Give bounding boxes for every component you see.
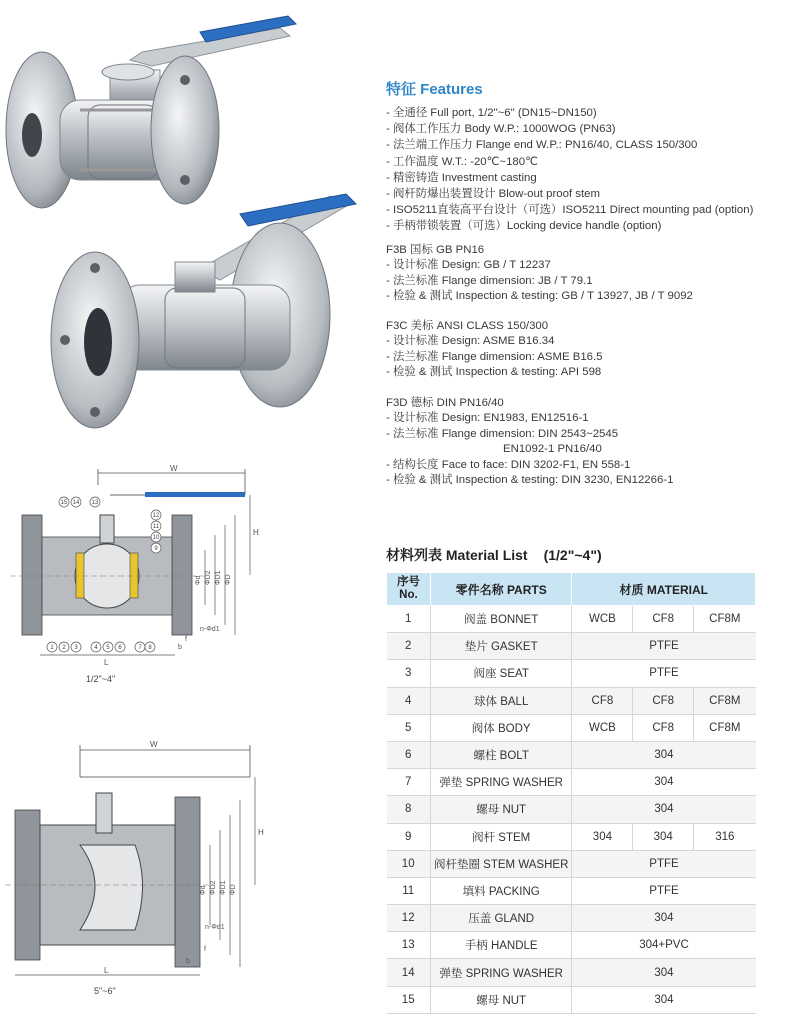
material-table-header — [387, 573, 756, 606]
material-row — [387, 959, 756, 986]
material-row-part: 压盖 GLAND — [430, 905, 572, 932]
material-list-heading: 材料列表 Material List — [386, 547, 528, 563]
material-row-part: 螺母 NUT — [430, 796, 572, 823]
material-row — [387, 796, 756, 823]
dim-f: f — [185, 636, 187, 643]
dim-b-2: b — [186, 958, 190, 965]
material-row-no: 12 — [387, 905, 431, 932]
material-row-part: 球体 BALL — [430, 687, 572, 714]
feature-item: - 手柄带锁装置（可选）Locking device handle (option) — [386, 218, 796, 234]
feature-item: - 精密铸造 Investment casting — [386, 170, 796, 186]
dim-h-2: H — [258, 828, 264, 837]
dim-h: H — [253, 528, 259, 537]
material-row — [387, 877, 756, 904]
dim-d2: ΦD2 — [205, 570, 212, 585]
features-list — [386, 105, 796, 235]
standard-f3b — [386, 242, 796, 305]
material-row-part: 填料 PACKING — [430, 877, 572, 904]
material-row-material: 304 — [572, 741, 756, 768]
standard-item: - 检验 & 测试 Inspection & testing: GB / T 13927, JB / T 9092 — [386, 289, 796, 305]
material-row-material: PTFE — [572, 633, 756, 660]
feature-item: - 法兰端工作压力 Flange end W.P.: PN16/40, CLASS 150/300 — [386, 137, 796, 153]
material-row — [387, 633, 756, 660]
dim-bolt: n-Φd1 — [200, 626, 220, 633]
features-title: 特征 Features — [386, 81, 483, 98]
header-material: 材质 MATERIAL — [572, 573, 756, 606]
dim-dd-2: ΦD — [230, 884, 237, 895]
header-no-en: No. — [399, 589, 418, 601]
valve-photo-2 — [50, 190, 360, 435]
dim-dd: ΦD — [225, 574, 232, 585]
material-row — [387, 687, 756, 714]
standard-item: - 法兰标准 Flange dimension: DIN 2543~2545 — [386, 427, 796, 443]
dim-w: W — [170, 464, 178, 473]
callout-6: 6 — [118, 645, 122, 651]
standard-f3b-title: F3B 国标 GB PN16 — [386, 244, 485, 256]
feature-item: - ISO5211直装高平台设计（可选）ISO5211 Direct mounting pad (option) — [386, 202, 796, 218]
material-row-no: 4 — [387, 687, 431, 714]
callout-14: 14 — [72, 500, 80, 506]
header-no — [387, 573, 431, 606]
callout-5: 5 — [106, 645, 110, 651]
material-row-no: 15 — [387, 986, 431, 1013]
standard-item: - 检验 & 测试 Inspection & testing: DIN 3230, EN12266-1 — [386, 473, 796, 489]
material-row-part: 阀杆 STEM — [430, 823, 572, 850]
callout-2: 2 — [62, 645, 66, 651]
material-row-material: CF8 — [572, 687, 633, 714]
callout-4: 4 — [94, 645, 98, 651]
material-row-material: 304 — [572, 905, 756, 932]
material-list-title — [386, 545, 602, 565]
dim-f-2: f — [204, 946, 206, 953]
material-row-no: 6 — [387, 741, 431, 768]
callout-7: 7 — [138, 645, 142, 651]
dim-l-2: L — [104, 966, 109, 975]
material-row-material: 304 — [572, 823, 633, 850]
standard-item: - 法兰标准 Flange dimension: JB / T 79.1 — [386, 274, 796, 290]
material-row-material: WCB — [572, 606, 633, 633]
material-row-material: CF8 — [633, 606, 694, 633]
material-row-part: 螺母 NUT — [430, 986, 572, 1013]
callout-3: 3 — [74, 645, 78, 651]
callout-8: 8 — [148, 645, 152, 651]
standard-item: - 设计标准 Design: GB / T 12237 — [386, 258, 796, 274]
material-row-no: 9 — [387, 823, 431, 850]
material-row-material: 304+PVC — [572, 932, 756, 959]
callout-1: 1 — [50, 645, 54, 651]
material-row — [387, 905, 756, 932]
material-row-material: 304 — [572, 986, 756, 1013]
drawing2-caption: 5"~6" — [94, 986, 116, 996]
material-row-no: 7 — [387, 769, 431, 796]
material-row-material: 304 — [572, 959, 756, 986]
material-row-material: CF8M — [694, 606, 756, 633]
material-row-no: 2 — [387, 633, 431, 660]
material-row-part: 阀杆垫圈 STEM WASHER — [430, 850, 572, 877]
material-row-material: PTFE — [572, 850, 756, 877]
standard-item: - 法兰标准 Flange dimension: ASME B16.5 — [386, 350, 796, 366]
material-row-material: WCB — [572, 714, 633, 741]
standard-item-continued: EN1092-1 PN16/40 — [503, 443, 602, 455]
dim-d: Φd — [195, 575, 202, 585]
material-row-part: 手柄 HANDLE — [430, 932, 572, 959]
material-row-material: CF8M — [694, 687, 756, 714]
material-table — [386, 572, 756, 1014]
standard-item: - 设计标准 Design: ASME B16.34 — [386, 334, 796, 350]
section-drawing-small — [0, 455, 300, 685]
standard-f3d-title: F3D 德标 DIN PN16/40 — [386, 397, 504, 409]
callout-15: 15 — [60, 500, 68, 506]
callout-13: 13 — [91, 500, 99, 506]
callout-11: 11 — [152, 524, 160, 530]
material-row-material: 304 — [633, 823, 694, 850]
callout-12: 12 — [152, 513, 160, 519]
material-row-no: 3 — [387, 660, 431, 687]
material-row-material: CF8 — [633, 687, 694, 714]
material-list-size-range: (1/2"~4") — [543, 547, 602, 563]
dim-l: L — [104, 658, 109, 667]
standard-f3c — [386, 318, 796, 381]
feature-item: - 阀体工作压力 Body W.P.: 1000WOG (PN63) — [386, 121, 796, 137]
standard-item: - 结构长度 Face to face: DIN 3202-F1, EN 558-1 — [386, 458, 796, 474]
material-row-material: 304 — [572, 769, 756, 796]
material-row-part: 垫片 GASKET — [430, 633, 572, 660]
drawing1-caption: 1/2"~4" — [86, 674, 116, 684]
header-parts: 零件名称 PARTS — [430, 573, 572, 606]
material-row-no: 5 — [387, 714, 431, 741]
material-row-part: 螺柱 BOLT — [430, 741, 572, 768]
feature-item: - 全通径 Full port, 1/2"~6" (DN15~DN150) — [386, 105, 796, 121]
material-row — [387, 714, 756, 741]
material-row-no: 1 — [387, 606, 431, 633]
material-row — [387, 986, 756, 1013]
dim-w-2: W — [150, 740, 158, 749]
callout-10: 10 — [152, 535, 160, 541]
standard-f3d — [386, 395, 796, 489]
material-row-part: 弹垫 SPRING WASHER — [430, 769, 572, 796]
dim-d1-2: ΦD1 — [220, 880, 227, 895]
material-row-material: PTFE — [572, 877, 756, 904]
feature-item: - 阀杆防爆出装置设计 Blow-out proof stem — [386, 186, 796, 202]
material-row-part: 阀体 BODY — [430, 714, 572, 741]
material-row — [387, 769, 756, 796]
features-section — [386, 78, 796, 235]
dim-d-2: Φd — [200, 885, 207, 895]
material-row-part: 阀盖 BONNET — [430, 606, 572, 633]
standard-item: - 设计标准 Design: EN1983, EN12516-1 — [386, 411, 796, 427]
material-row-no: 11 — [387, 877, 431, 904]
material-row-part: 弹垫 SPRING WASHER — [430, 959, 572, 986]
dim-b: b — [178, 644, 182, 651]
material-row-material: CF8 — [633, 714, 694, 741]
material-row-no: 8 — [387, 796, 431, 823]
material-row — [387, 850, 756, 877]
standard-f3c-title: F3C 美标 ANSI CLASS 150/300 — [386, 320, 549, 332]
material-row-material: CF8M — [694, 714, 756, 741]
dim-d1: ΦD1 — [215, 570, 222, 585]
feature-item: - 工作温度 W.T.: -20℃~180℃ — [386, 154, 796, 170]
material-row-no: 10 — [387, 850, 431, 877]
material-row — [387, 660, 756, 687]
section-drawing-large — [0, 735, 300, 1005]
dim-bolt-2: n-Φd1 — [205, 924, 225, 931]
material-row-no: 14 — [387, 959, 431, 986]
material-row — [387, 741, 756, 768]
standard-item: - 检验 & 测试 Inspection & testing: API 598 — [386, 365, 796, 381]
dim-d2-2: ΦD2 — [210, 880, 217, 895]
material-row — [387, 932, 756, 959]
material-row — [387, 823, 756, 850]
material-row-material: 316 — [694, 823, 756, 850]
callout-9: 9 — [154, 546, 158, 552]
material-row-no: 13 — [387, 932, 431, 959]
material-row — [387, 606, 756, 633]
material-row-material: PTFE — [572, 660, 756, 687]
header-no-cn: 序号 — [396, 576, 420, 588]
material-row-material: 304 — [572, 796, 756, 823]
material-row-part: 阀座 SEAT — [430, 660, 572, 687]
